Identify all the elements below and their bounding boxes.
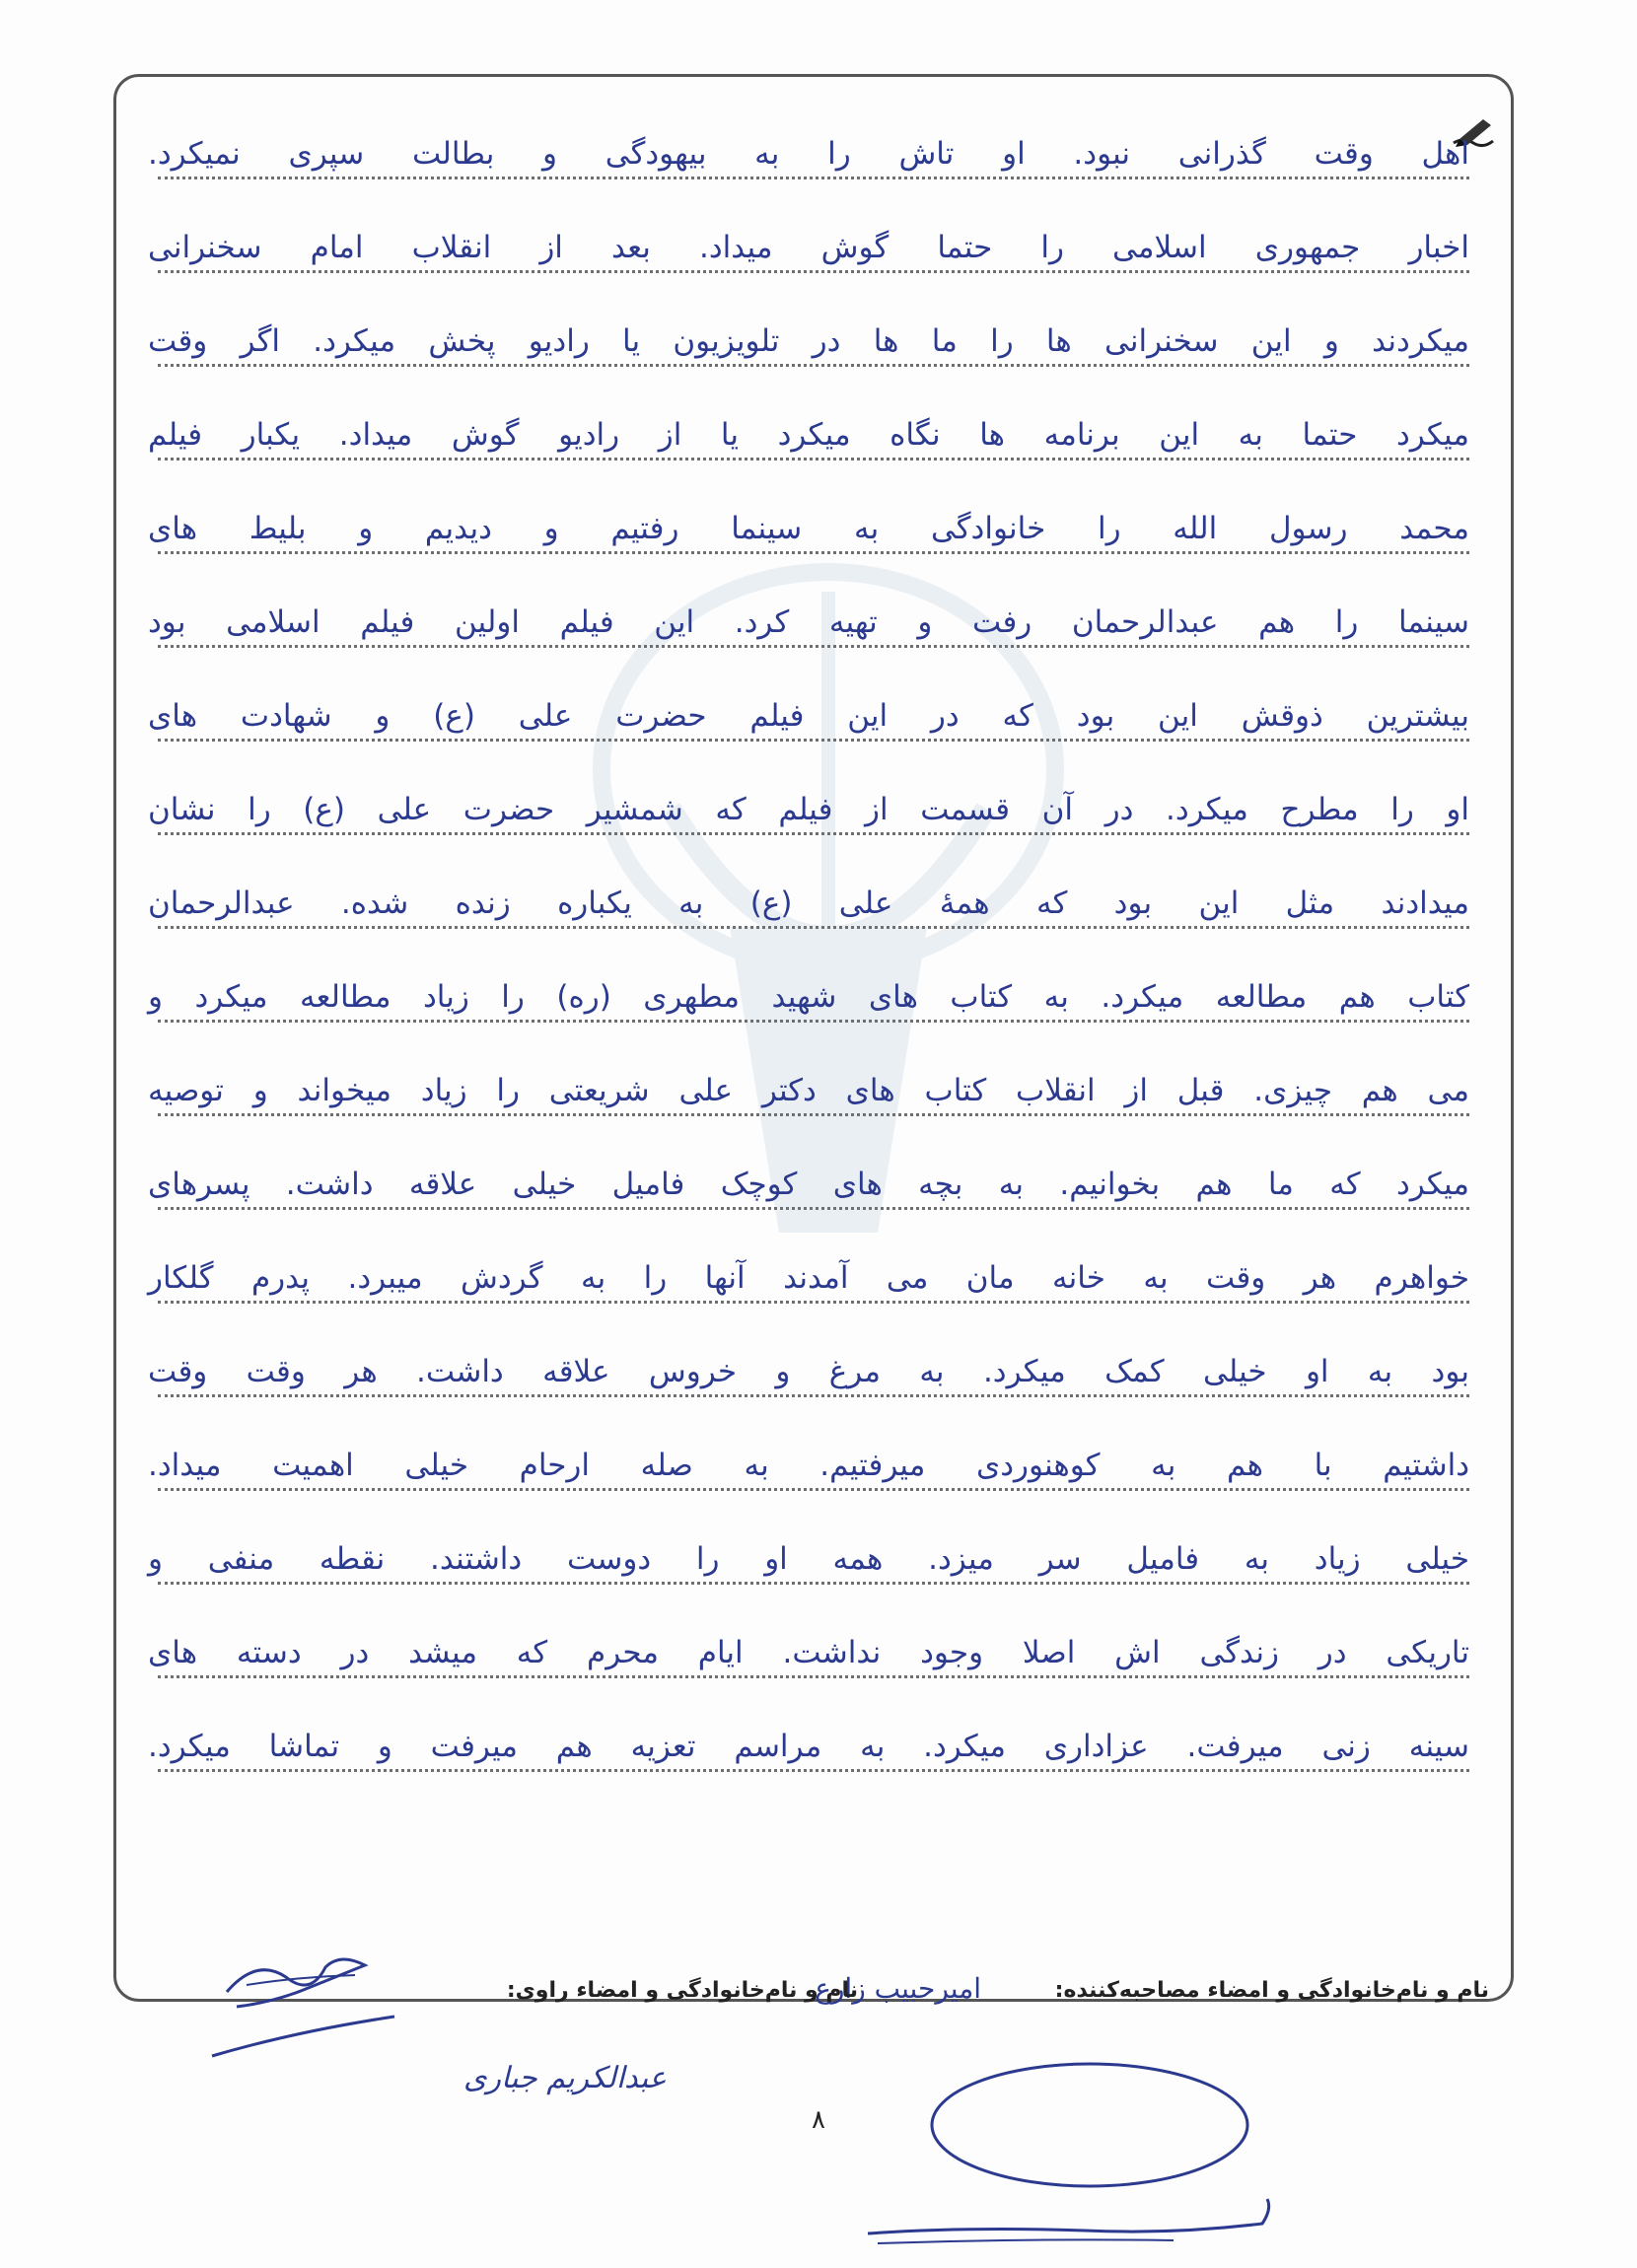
narrator-signature bbox=[217, 1948, 385, 2017]
dotted-rule bbox=[158, 1207, 1469, 1210]
text-line bbox=[148, 567, 1469, 662]
dotted-rule bbox=[158, 1675, 1469, 1678]
line-text: سینه زنی میرفت. عزاداری میکرد. به مراسم تعزیه هم میرفت و تماشا میکرد. bbox=[148, 1729, 1469, 1764]
dotted-rule bbox=[158, 1020, 1469, 1023]
text-line bbox=[148, 1129, 1469, 1224]
dotted-rule bbox=[158, 177, 1469, 179]
line-text: بیشترین ذوقش این بود که در این فیلم حضرت علی (ع) و شهادت های bbox=[148, 698, 1469, 734]
dotted-rule bbox=[158, 1488, 1469, 1491]
text-line bbox=[148, 754, 1469, 849]
line-text: داشتیم با هم به کوهنوردی میرفتیم. به صله ارحام خیلی اهمیت میداد. bbox=[148, 1448, 1469, 1483]
dotted-rule bbox=[158, 1301, 1469, 1304]
text-line bbox=[148, 1504, 1469, 1598]
text-line bbox=[148, 1597, 1469, 1692]
line-text: اهل وقت گذرانی نبود. او تاش را به بیهودگی و بطالت سپری نمیکرد. bbox=[148, 136, 1469, 172]
dotted-rule bbox=[158, 832, 1469, 835]
text-line bbox=[148, 1316, 1469, 1411]
dotted-rule bbox=[158, 739, 1469, 742]
page-number: ۸ bbox=[812, 2105, 825, 2135]
dotted-rule bbox=[158, 1394, 1469, 1397]
line-text: خواهرم هر وقت به خانه مان می آمدند آنها را به گردش میبرد. پدرم گلکار bbox=[148, 1260, 1469, 1296]
stamp-signature bbox=[848, 2051, 1302, 2268]
narrator-label: نام و نام‌خانوادگی و امضاء راوی: bbox=[506, 1978, 858, 2003]
line-text: میکرد حتما به این برنامه ها نگاه میکرد یا از رادیو گوش میداد. یکبار فیلم bbox=[148, 417, 1469, 453]
line-text: خیلی زیاد به فامیل سر میزد. همه او را دوست داشتند. نقطه منفی و bbox=[148, 1541, 1469, 1577]
line-text: اخبار جمهوری اسلامی را حتما گوش میداد. بعد از انقلاب امام سخنرانی bbox=[148, 230, 1469, 265]
line-text: تاریکی در زندگی اش اصلا وجود نداشت. ایام محرم که میشد در دسته های bbox=[148, 1635, 1469, 1670]
text-line bbox=[148, 1223, 1469, 1317]
line-text: کتاب هم مطالعه میکرد. به کتاب های شهید مطهری (ره) را زیاد مطالعه میکرد و bbox=[148, 979, 1469, 1015]
interviewer-label: نام و نام‌خانوادگی و امضاء مصاحبه‌کننده: bbox=[1054, 1978, 1489, 2003]
line-text: محمد رسول الله را خانوادگی به سینما رفتیم و دیدیم و بلیط های bbox=[148, 511, 1469, 546]
dotted-rule bbox=[158, 645, 1469, 648]
line-text: میدادند مثل این بود که همهٔ علی (ع) به یکباره زنده شده. عبدالرحمان bbox=[148, 886, 1469, 921]
text-line bbox=[148, 848, 1469, 943]
text-line bbox=[148, 661, 1469, 755]
line-text: میکردند و این سخنرانی ها را ما ها در تلویزیون یا رادیو پخش میکرد. اگر وقت bbox=[148, 323, 1469, 359]
interviewer-name: امیرحبیب زارع bbox=[815, 1972, 981, 2005]
dotted-rule bbox=[158, 1113, 1469, 1116]
text-line bbox=[148, 473, 1469, 568]
line-text: می هم چیزی. قبل از انقلاب کتاب های دکتر علی شریعتی را زیاد میخواند و توصیه bbox=[148, 1073, 1469, 1108]
dotted-rule bbox=[158, 270, 1469, 273]
dotted-rule bbox=[158, 458, 1469, 461]
text-line bbox=[148, 1410, 1469, 1505]
line-text: بود به او خیلی کمک میکرد. به مرغ و خروس علاقه داشت. هر وقت وقت bbox=[148, 1354, 1469, 1389]
dotted-rule bbox=[158, 364, 1469, 367]
text-line bbox=[148, 1691, 1469, 1786]
text-line bbox=[148, 942, 1469, 1036]
dotted-rule bbox=[158, 1582, 1469, 1585]
text-line bbox=[148, 192, 1469, 287]
line-text: او را مطرح میکرد. در آن قسمت از فیلم که شمشیر حضرت علی (ع) را نشان bbox=[148, 792, 1469, 827]
text-line bbox=[148, 99, 1469, 193]
text-line bbox=[148, 286, 1469, 381]
handwritten-name: عبدالکریم جباری bbox=[463, 2061, 667, 2095]
dotted-rule bbox=[158, 551, 1469, 554]
line-text: سینما را هم عبدالرحمان رفت و تهیه کرد. این فیلم اولین فیلم اسلامی بود bbox=[148, 604, 1469, 640]
dotted-rule bbox=[158, 926, 1469, 929]
text-line bbox=[148, 380, 1469, 474]
line-text: میکرد که ما هم بخوانیم. به بچه های کوچک فامیل خیلی علاقه داشت. پسرهای bbox=[148, 1167, 1469, 1202]
dotted-rule bbox=[158, 1769, 1469, 1772]
text-line bbox=[148, 1035, 1469, 1130]
signature-underline bbox=[207, 2012, 404, 2061]
